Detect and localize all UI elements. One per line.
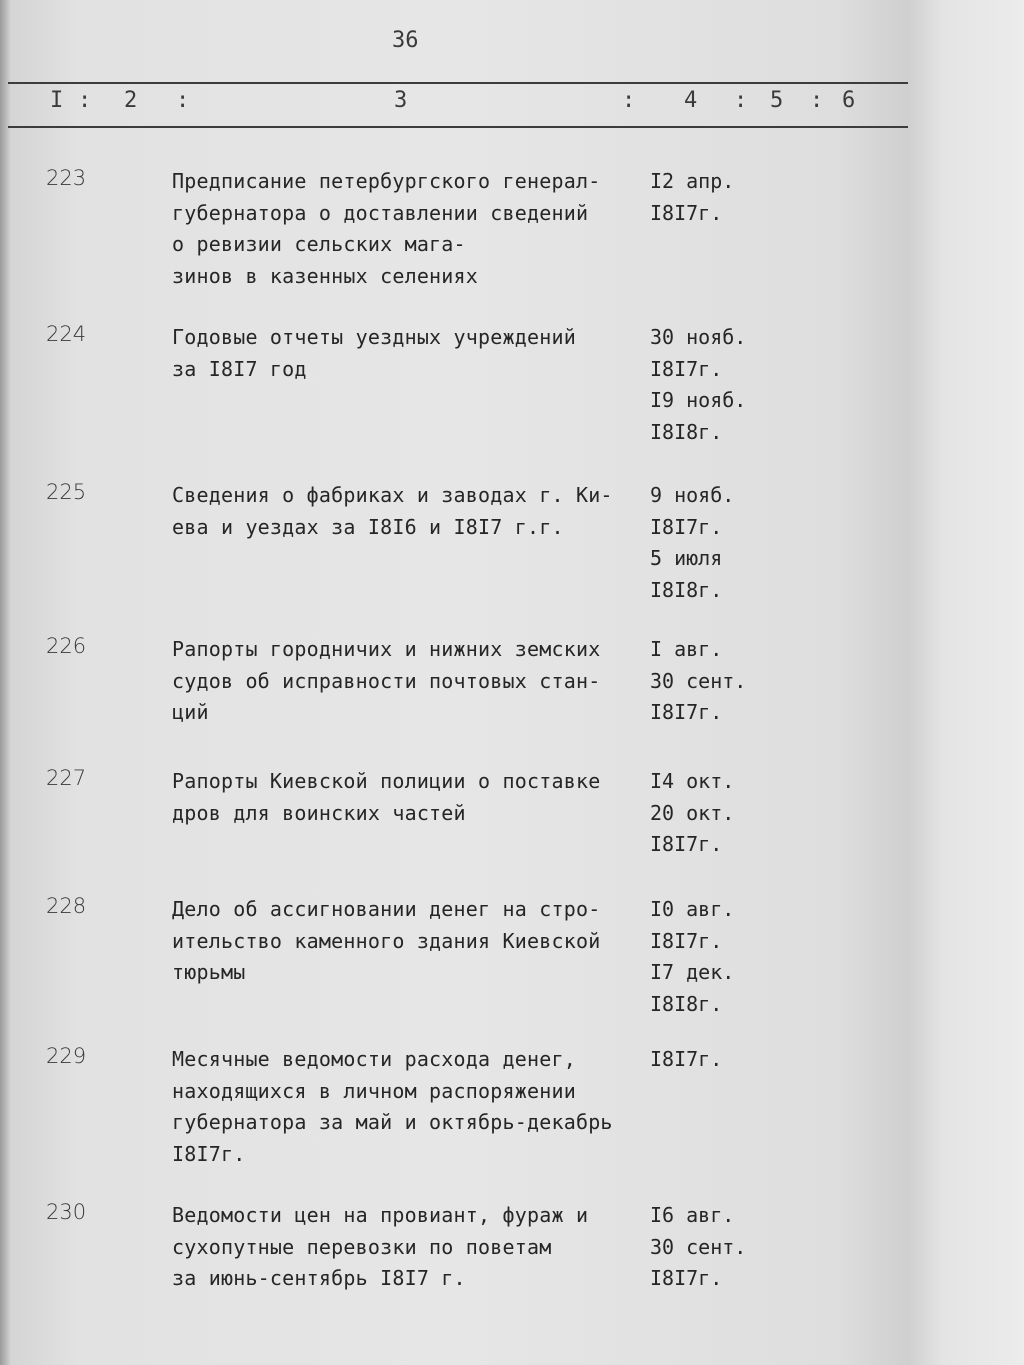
row-number: 226: [46, 634, 87, 658]
row-number: 230: [46, 1200, 87, 1224]
row-number: 227: [46, 766, 87, 790]
row-number: 223: [46, 166, 87, 190]
header-rule-bottom: [8, 126, 908, 128]
column-header-3: 3: [394, 88, 408, 113]
row-dates: I авг. 30 сент. I8I7г.: [650, 637, 747, 724]
background-surface: [908, 0, 1024, 1365]
page-binding-edge: [0, 0, 10, 1365]
row-dates: I2 апр. I8I7г.: [650, 169, 735, 225]
column-header-2: 2: [124, 88, 138, 113]
row-number: 224: [46, 322, 87, 346]
column-header-5: 5: [770, 88, 784, 113]
column-header-1: I: [50, 88, 64, 113]
row-title: Ведомости цен на провиант, фураж и сухопутные перевозки по поветам за июнь-сентябрь I8I7 г.: [172, 1203, 589, 1290]
column-header-4: 4: [684, 88, 698, 113]
column-separator: :: [622, 88, 636, 113]
row-dates: I4 окт. 20 окт. I8I7г.: [650, 769, 735, 856]
column-separator: :: [734, 88, 748, 113]
row-title: Рапорты городничих и нижних земских судов об исправности почтовых стан- ций: [172, 637, 601, 724]
row-title: Сведения о фабриках и заводах г. Ки- ева и уездах за I8I6 и I8I7 г.г.: [172, 483, 613, 539]
row-title: Годовые отчеты уездных учреждений за I8I7 год: [172, 325, 576, 381]
row-title: Месячные ведомости расхода денег, находящихся в личном распоряжении губернатора за май и октябрь-декабрь I8I7г.: [172, 1047, 613, 1166]
row-dates: 30 нояб. I8I7г. I9 нояб. I8I8г.: [650, 325, 747, 444]
header-rule-top: [8, 82, 908, 84]
row-dates: 9 нояб. I8I7г. 5 июля I8I8г.: [650, 483, 735, 602]
row-dates: I0 авг. I8I7г. I7 дек. I8I8г.: [650, 897, 735, 1016]
row-title: Рапорты Киевской полиции о поставке дров для воинских частей: [172, 769, 601, 825]
row-title: Предписание петербургского генерал- губернатора о доставлении сведений о ревизии сельских мага- зинов в казенных селениях: [172, 169, 601, 288]
column-separator: :: [810, 88, 824, 113]
row-dates: I8I7г.: [650, 1047, 723, 1071]
row-number: 225: [46, 480, 87, 504]
row-number: 228: [46, 894, 87, 918]
column-separator: :: [176, 88, 190, 113]
column-header-6: 6: [842, 88, 856, 113]
row-title: Дело об ассигновании денег на стро- ительство каменного здания Киевской тюрьмы: [172, 897, 601, 984]
column-separator: :: [78, 88, 92, 113]
row-dates: I6 авг. 30 сент. I8I7г.: [650, 1203, 747, 1290]
page-number: 36: [392, 28, 419, 53]
row-number: 229: [46, 1044, 87, 1068]
